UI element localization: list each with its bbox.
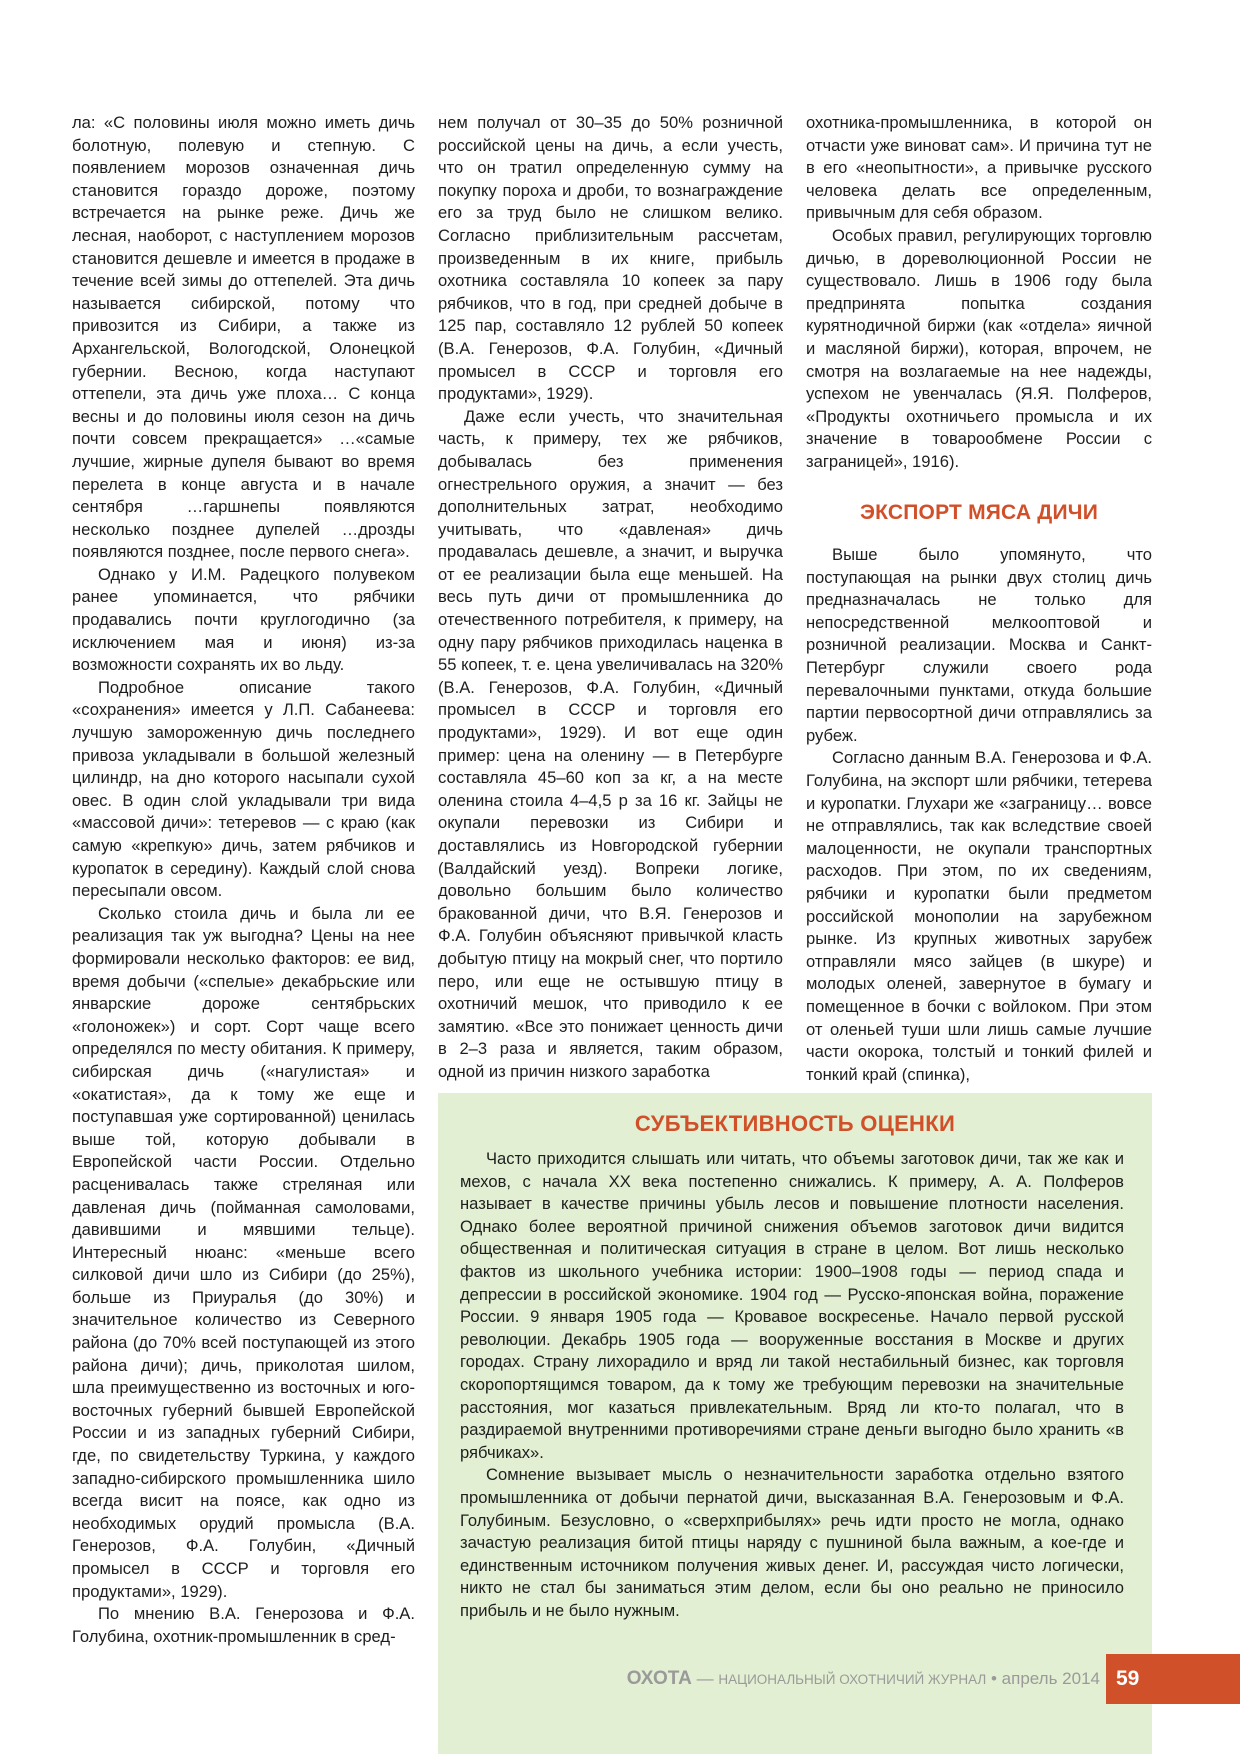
footer-dash: — <box>691 1669 719 1688</box>
paragraph: Согласно данным В.А. Генерозова и Ф.А. Голубина, на экспорт шли рябчики, тетерева и куропатки. Глухари же «заграницу… вовсе не отправлялись, так как вследствие своей малоценности, не окупали транспортных расходов. При этом, по их сведениям, рябчики и куропатки были предметом российской монополии на зарубежном рынке. Из крупных животных зарубеж отправляли мясо зайцев (в шкуре) и молодых оленей, завернутое в бумагу и помещенное в бочки с войлоком. При этом от оленьей туши шли лишь самые лучшие части окорока, толстый и тонкий филей и тонкий край (спинка), <box>806 748 1152 1084</box>
page-number: 59 <box>1106 1654 1240 1704</box>
magazine-brand: ОХОТА <box>626 1668 692 1689</box>
article-column-2 <box>438 112 783 1084</box>
footer-separator: • <box>986 1669 1002 1688</box>
paragraph: Однако у И.М. Радецкого полувеком ранее упоминается, что рябчики продавались почти круглогодично (за исключением мая и июня) из-за возможности сохранять их во льду. <box>72 564 415 675</box>
page-footer <box>0 1668 1100 1690</box>
paragraph: Даже если учесть, что значительная часть, к примеру, тех же рябчиков, добывалась без применения огнестрельного оружия, а значит — без дополнительных затрат, необходимо учитывать, что «давленая» дичь продавалась дешевле, а значит, и выручка от ее реализации была еще меньшей. На весь путь дичи от промышленника до отечественного потребителя, к примеру, на одну пару рябчиков приходилась наценка в 55 копеек, т. е. цена увеличивалась на 320% (В.А. Генерозов, Ф.А. Голубин, «Дичный промысел в СССР и торговля его продуктами», 1929). И вот еще один пример: цена на оленину — в Петербурге составляла 45–60 коп за кг, а на месте оленина стоила 4–4,5 р за 16 кг. Зайцы не окупали перевозки из Сибири и доставлялись из Новгородской губернии (Валдайский уезд). Вопреки логике, довольно большим было количество бракованной дичи, что В.Я. Генерозов и Ф.А. Голубин объясняют привычкой класть добытую птицу на мокрый снег, что портило перо, или еще не остывшую птицу в охотничий мешок, что приводило к ее замятию. «Все это понижает ценность дичи в 2–3 раза и является, таким образом, одной из причин низкого заработка <box>438 406 783 1081</box>
sidebar-title: СУБЪЕКТИВНОСТЬ ОЦЕНКИ <box>634 1111 956 1136</box>
paragraph: Сомнение вызывает мысль о незначительности заработка отдельно взятого промышленника от добычи пернатой дичи, высказанная В.А. Генерозовым и Ф.А. Голубиным. Безусловно, о «сверхприбылях» речь идти просто не могла, однако зачастую реализация битой птицы наряду с пушниной была важным, а кое-где и единственным источником получения живых денег. И, рассуждая чисто логически, никто не стал бы заниматься этим делом, если бы оно реально не приносило прибыль и не было нужным. <box>460 1465 1124 1620</box>
section-heading: ЭКСПОРТ МЯСА ДИЧИ <box>860 500 1098 524</box>
sidebar-box <box>438 1093 1152 1754</box>
article-column-3 <box>806 112 1152 1086</box>
paragraph: Сколько стоила дичь и была ли ее реализация так уж выгодна? Цены на нее формировали несколько факторов: ее вид, время добычи («спелые» декабрьские или январские дороже сентябрьских «голоножек») и сорт. Сорт чаще всего определялся по месту обитания. К примеру, сибирская дичь («нагулистая» и «окатистая», да к тому же еще и поступавшая уже сортированной) ценилась выше той, которую добывали в Европейской части России. Отдельно расценивалась также стреляная или давленая дичь (пойманная самоловами, давившими и мявшими тельце). Интересный нюанс: «меньше всего силковой дичи шло из Сибири (до 25%), больше из Приуралья (до 30%) и значительное количество из Северного района (до 70% всей поступающей из этого района дичи); дичь, приколотая шилом, шла преимущественно из восточных и юго-восточных губерний бывшей Европейской России и из западных губерний Сибири, где, по свидетельству Туркина, у каждого западно-сибирского промышленника шило всегда висит на поясе, как одно из необходимых орудий промысла (В.А. Генерозов, Ф.А. Голубин, «Дичный промысел в СССР и торговля его продуктами», 1929). <box>72 903 415 1601</box>
paragraph: Особых правил, регулирующих торговлю дичью, в дореволюционной России не существовало. Лишь в 1906 году была предпринята попытка создания курятнодичной биржи (как «отдела» яичной и масляной биржи), которая, впрочем, не смотря на возлагаемые на нее надежды, успехом не увенчалась (Я.Я. Полферов, «Продукты охотничьего промысла и их значение в товарообмене России с заграницей», 1916). <box>806 225 1152 471</box>
sidebar-text <box>460 1148 1124 1622</box>
article-column-1 <box>72 112 415 1648</box>
journal-name: НАЦИОНАЛЬНЫЙ ОХОТНИЧИЙ ЖУРНАЛ <box>718 1672 987 1687</box>
paragraph: Выше было упомянуто, что поступающая на рынки двух столиц дичь предназначалась не только для непосредственной мелкооптовой и розничной реализации. Москва и Санкт-Петербург служили своего рода перевалочными пунктами, откуда большие партии первосортной дичи отправлялись за рубеж. <box>806 545 1152 745</box>
paragraph: Подробное описание такого «сохранения» имеется у Л.П. Сабанеева: лучшую замороженную дичь последнего привоза укладывали в большой железный цилиндр, на дно которого насыпали сухой овес. В один слой укладывали три вида «массовой дичи»: тетеревов — с краю (как самую «крепкую» дичь, затем рябчиков и куропаток в середину). Каждый слой снова пересыпали овсом. <box>72 677 415 901</box>
paragraph: нем получал от 30–35 до 50% розничной российской цены на дичь, а если учесть, что он тратил определенную сумму на покупку пороха и дроби, то вознаграждение его за труд было не слишком велико. Согласно приблизительным рассчетам, произведенным в их книге, прибыль охотника составляла 10 копеек за пару рябчиков, что в год, при средней добыче в 125 пар, составляло 12 рублей 50 копеек (В.А. Генерозов, Ф.А. Голубин, «Дичный промысел в СССР и торговля его продуктами», 1929). <box>438 113 783 404</box>
issue-date: апрель 2014 <box>1001 1669 1100 1688</box>
paragraph: Часто приходится слышать или читать, что объемы заготовок дичи, так же как и мехов, с начала XX века постепенно снижались. К примеру, А. А. Полферов называет в качестве причины убыль лесов и повышение плотности населения. Однако более вероятной причиной снижения объемов заготовок дичи видится общественная и политическая ситуация в стране в целом. Вот лишь несколько фактов из школьного учебника истории: 1900–1908 годы — период спада и депрессии в российской экономике. 1904 год — Русско-японская война, поражение России. 9 января 1905 года — Кровавое воскресенье. Начало первой русской революции. Декабрь 1905 года — вооруженные восстания в Москве и других городах. Страну лихорадило и вряд ли такой нестабильный бизнес, как торговля скоропортящимся товаром, да к тому же требующим перевозки на значительные расстояния, мог казаться привлекательным. Вряд ли кто-то полагал, что в раздираемой внутренними противоречиями стране деньги выгодно было хранить «в рябчиках». <box>460 1149 1124 1462</box>
paragraph: По мнению В.А. Генерозова и Ф.А. Голубина, охотник-промышленник в сред- <box>72 1604 415 1646</box>
paragraph: ла: «С половины июля можно иметь дичь болотную, полевую и степную. С появлением морозов означенная дичь становится гораздо дороже, поэтому встречается на рынке реже. Дичь же лесная, наоборот, с наступлением морозов становится дешевле и имеется в продаже в течение всей зимы до оттепелей. Эта дичь называется сибирской, потому что привозится из Сибири, а также из Архангельской, Вологодской, Олонецкой губернии. Весною, когда наступают оттепели, эта дичь уже плоха… С конца весны и до половины июля сезон на дичь почти совсем прекращается» …«самые лучшие, жирные дупеля бывают во время перелета в конце августа и в начале сентября …гаршнепы появляются несколько позднее дупелей …дрозды появляются позднее, после первого снега». <box>72 113 415 562</box>
paragraph: охотника-промышленника, в которой он отчасти уже виноват сам». И причина тут не в его «неопытности», а привычке русского человека делать все определенным, привычным для себя образом. <box>806 113 1152 223</box>
